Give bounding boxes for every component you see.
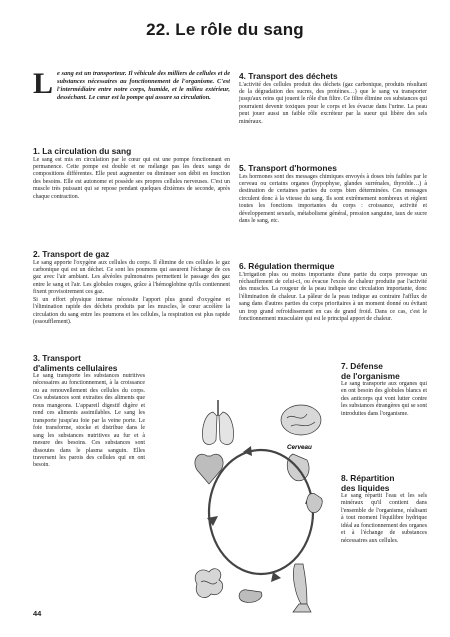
blood-circulation-loop <box>209 450 313 574</box>
section-text-2: Si un effort physique intense nécessite l'apport plus grand d'oxygène et l'élimination rapide des déchets produits par les muscles, le cœur accélère la circulation du sang entre les poumons et les cellules, la respiration est plus rapide (essoufflement). <box>33 296 230 326</box>
liver-icon <box>239 590 262 603</box>
page-title: 22. Le rôle du sang <box>146 20 304 39</box>
section-text: Le sang transporte aux organes qui en ont besoin des globules blancs et des anticorps qui vont lutter contre les substances étrangères qui se sont introduites dans l'organisme. <box>341 381 427 417</box>
section-text-1: Le sang apporte l'oxygène aux cellules du corps. Il élimine de ces cellules le gaz carbonique qui est un déchet. Ce sont les poumons qui assurent l'échange de ces gaz avec l'air ambiant. Les alvéoles pulmonaires permettent le passage des gaz entre le sang et l'air. Les globules rouges, grâce à l'hémoglobine qu'ils contiennent fixent provisoirement ces gaz. <box>33 259 230 296</box>
section-transport-dechets <box>239 72 427 126</box>
section-defense <box>341 362 427 418</box>
section-text: L'irrigation plus ou moins importante d'une partie du corps provoque un réchauffement de celui-ci, ou évacue l'excès de chaleur produite par l'activité des muscles. La rougeur de la peau indique une circulation importante, donc l'élimination de chaleur. La pâleur de la peau indique au contraire l'afflux de sang dans d'autres parties du corps prioritaires à un moment donné ou évitant un trop grand refroidissement en cas de grand froid. Dans ce cas, c'est le fonctionnement musculaire qui est le principal apport de chaleur. <box>239 271 427 323</box>
muscle-icon <box>293 564 311 612</box>
intestine-icon <box>195 569 223 598</box>
page-number: 44 <box>33 609 42 618</box>
heart-icon <box>195 454 223 484</box>
section-transport-gaz <box>33 250 230 327</box>
section-text: Le sang transporte les substances nutritives nécessaires au fonctionnement, à la croissance ou au renouvellement des cellules du corps. Ces substances sont extraites des aliments que nous mangeons. L'appareil digestif digère et rend ces aliments assimilables. Le sang les transporte jusqu'au foie par la veine porte. Le foie transforme, stocke et distribue dans le sang les substances nutritives au fur et à mesure des besoins. Ces substances sont dissoutes dans le plasma sanguin. Elles traversent les parois des cellules qui en ont besoin. <box>33 373 145 469</box>
section-transport-aliments <box>33 354 145 470</box>
kidney-icon <box>307 493 323 512</box>
section-heading: 5. Transport d'hormones <box>239 163 337 173</box>
brain-icon <box>281 405 321 435</box>
intro-paragraph <box>33 67 230 102</box>
dropcap-letter: L <box>33 67 54 100</box>
section-circulation <box>33 147 230 201</box>
section-heading: 1. La circulation du sang <box>33 146 132 156</box>
section-heading: 4. Transport des déchets <box>239 71 338 81</box>
section-heading: 6. Régulation thermique <box>239 261 335 271</box>
lungs-icon <box>202 400 233 445</box>
section-text: Les hormones sont des messages chimiques envoyés à doses très faibles par le cerveau ou certains organes (hypophyse, glandes surrénales, thyroïde…) à destination de certaines parties du corps bien déterminées. Ces messages circulent donc à la vitesse du sang. Ils sont extrêmement nombreux et règlent toutes les fonctions importantes du corps : croissance, activité et développement sexuels, métabolisme général, pression sanguine, taux de sucre dans le sang, etc. <box>239 173 427 225</box>
section-text: Le sang répartit l'eau et les sels minéraux qu'il contient dans l'ensemble de l'organisme, réalisant à tout moment l'équilibre hydrique idéal au fonctionnement des organes et à l'échange de substances nécessaires aux cellules. <box>341 493 427 544</box>
section-heading: 2. Transport de gaz <box>33 249 110 259</box>
section-heading-line-2: d'aliments cellulaires <box>33 362 118 373</box>
section-heading-line-1: 7. Défense <box>341 361 383 371</box>
section-heading-line-2: des liquides <box>341 482 390 493</box>
section-regulation-thermique <box>239 262 427 324</box>
section-heading-line-1: 3. Transport <box>33 353 81 363</box>
brain-label: Cerveau <box>287 444 312 451</box>
section-text: Le sang est mis en circulation par le cœur qui est une pompe fonctionnant en permanence. Cette pompe est double et ne mélange pas les deux sangs de compositions différentes. Elle peut augmenter ou diminuer son débit en fonction des besoins. Elle est autonome et possède ses propres cellules nerveuses. C'est un muscle très puissant qui se repose pendant quelques dixièmes de seconde, après chaque contraction. <box>33 156 230 200</box>
intro-text: e sang est un transporteur. Il véhicule des milliers de cellules et de substances nécessaires au fonctionnement de l'organisme. C'est l'intermédiaire entre notre corps, humide, et le milieu extérieur, desséchant. Le cœur est la pompe qui assure sa circulation. <box>57 70 230 101</box>
section-repartition <box>341 474 427 545</box>
section-heading-line-2: de l'organisme <box>341 370 400 381</box>
section-transport-hormones <box>239 164 427 226</box>
section-text: L'activité des cellules produit des déchets (gaz carbonique, produits résultant de la dégradation des sucres, des protéines…) que le sang va transporter jusqu'aux reins qui jouent le rôle d'un filtre. Ce filtre élimine ces substances qui pourraient devenir toxiques pour le corps et les évacue dans l'urine. La peau peut jouer aussi un faible rôle excréteur par la sueur qui libère des sels minéraux. <box>239 81 427 125</box>
circulation-diagram <box>183 394 333 619</box>
circulation-illustration <box>183 394 333 619</box>
section-heading-line-1: 8. Répartition <box>341 473 395 483</box>
